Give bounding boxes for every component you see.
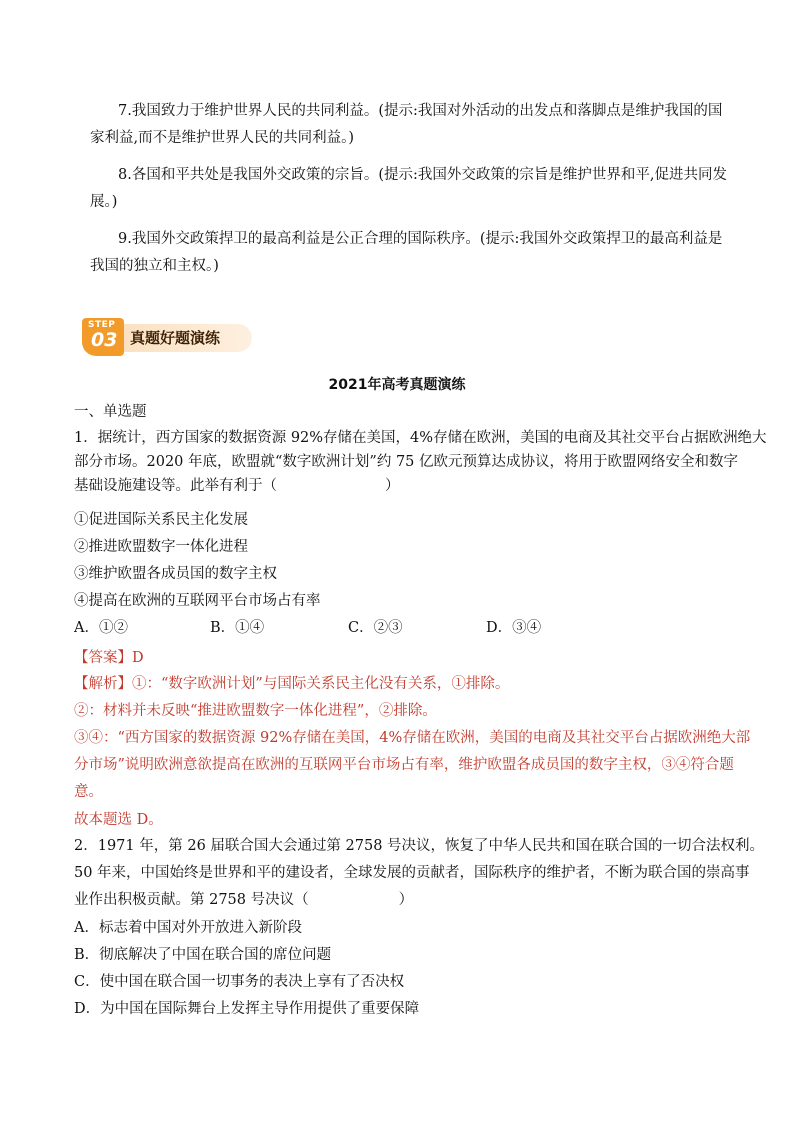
q1-analysis-line4: 分市场”说明欧洲意欲提高在欧洲的互联网平台市场占有率，维护欧盟各成员国的数字主权，③④符合题 [74, 757, 734, 773]
q2-option-a: A．标志着中国对外开放进入新阶段 [74, 920, 302, 936]
question-type-heading: 一、单选题 [74, 404, 147, 420]
q1-option-d: D．③④ [486, 620, 542, 636]
q1-analysis-line2: ②：材料并未反映“推进欧盟数字一体化进程”，②排除。 [74, 703, 437, 719]
q1-option-c: C．②③ [348, 620, 403, 636]
q1-answer: 【答案】D [74, 650, 144, 666]
statement-9 [90, 226, 730, 280]
statement-8 [90, 162, 730, 216]
q1-conclusion: 故本题选 D。 [74, 812, 163, 828]
q2-option-b: B．彻底解决了中国在联合国的席位问题 [74, 947, 332, 963]
q2-option-d: D．为中国在国际舞台上发挥主导作用提供了重要保障 [74, 1001, 420, 1017]
q1-analysis-line5: 意。 [74, 784, 103, 800]
q1-stem-line2: 部分市场。2020 年底，欧盟就“数字欧洲计划”约 75 亿欧元预算达成协议，将用于欧盟网络安全和数字 [74, 454, 739, 470]
question-1 [74, 426, 767, 498]
statement-7 [90, 98, 730, 152]
statement-9-line1: 9.我国外交政策捍卫的最高利益是公正合理的国际秩序。(提示:我国外交政策捍卫的最高利益是 [118, 231, 723, 247]
q1-statement-4: ④提高在欧洲的互联网平台市场占有率 [74, 593, 321, 609]
step-word: STEP [88, 320, 116, 330]
statement-9-line2: 我国的独立和主权。) [90, 258, 219, 274]
q1-stem-line3: 基础设施建设等。此举有利于（ ） [74, 478, 400, 494]
question-2 [74, 834, 764, 915]
q2-stem-line1: 2．1971 年，第 26 届联合国大会通过第 2758 号决议，恢复了中华人民共和国在联合国的一切合法权利。 [74, 838, 765, 854]
q2-option-c: C．使中国在联合国一切事务的表决上享有了否决权 [74, 974, 405, 990]
q1-analysis-line3: ③④：“西方国家的数据资源 92%存储在美国，4%存储在欧洲，美国的电商及其社交平台占据欧洲绝大部 [74, 730, 751, 746]
q2-stem-line3: 业作出积极贡献。第 2758 号决议（ ） [74, 892, 414, 908]
q2-stem-line2: 50 年来，中国始终是世界和平的建设者，全球发展的贡献者，国际秩序的维护者，不断为联合国的崇高事 [74, 865, 750, 881]
statement-8-line2: 展。) [90, 194, 118, 210]
q1-analysis-line1: 【解析】①：“数字欧洲计划”与国际关系民主化没有关系，①排除。 [74, 676, 510, 692]
q2-options [74, 916, 419, 1024]
step-number: 03 [91, 329, 118, 351]
step-label: 真题好题演练 [130, 329, 221, 347]
step-badge [82, 318, 252, 360]
q1-statement-3: ③维护欧盟各成员国的数字主权 [74, 566, 277, 582]
q1-options [74, 616, 614, 640]
q1-analysis [74, 672, 750, 807]
statement-8-line1: 8.各国和平共处是我国外交政策的宗旨。(提示:我国外交政策的宗旨是维护世界和平,促进共同发 [118, 167, 727, 183]
q1-option-a: A．①② [74, 620, 128, 636]
section-title: 2021年高考真题演练 [328, 377, 466, 393]
statement-7-line2: 家利益,而不是维护世界人民的共同利益。) [90, 130, 355, 146]
q1-statement-1: ①促进国际关系民主化发展 [74, 512, 248, 528]
q1-statements [74, 508, 321, 616]
statement-7-line1: 7.我国致力于维护世界人民的共同利益。(提示:我国对外活动的出发点和落脚点是维护我国的国 [118, 103, 723, 119]
q1-stem-line1: 1．据统计，西方国家的数据资源 92%存储在美国，4%存储在欧洲，美国的电商及其社交平台占据欧洲绝大 [74, 430, 767, 446]
q1-statement-2: ②推进欧盟数字一体化进程 [74, 539, 248, 555]
q1-option-b: B．①④ [210, 620, 265, 636]
